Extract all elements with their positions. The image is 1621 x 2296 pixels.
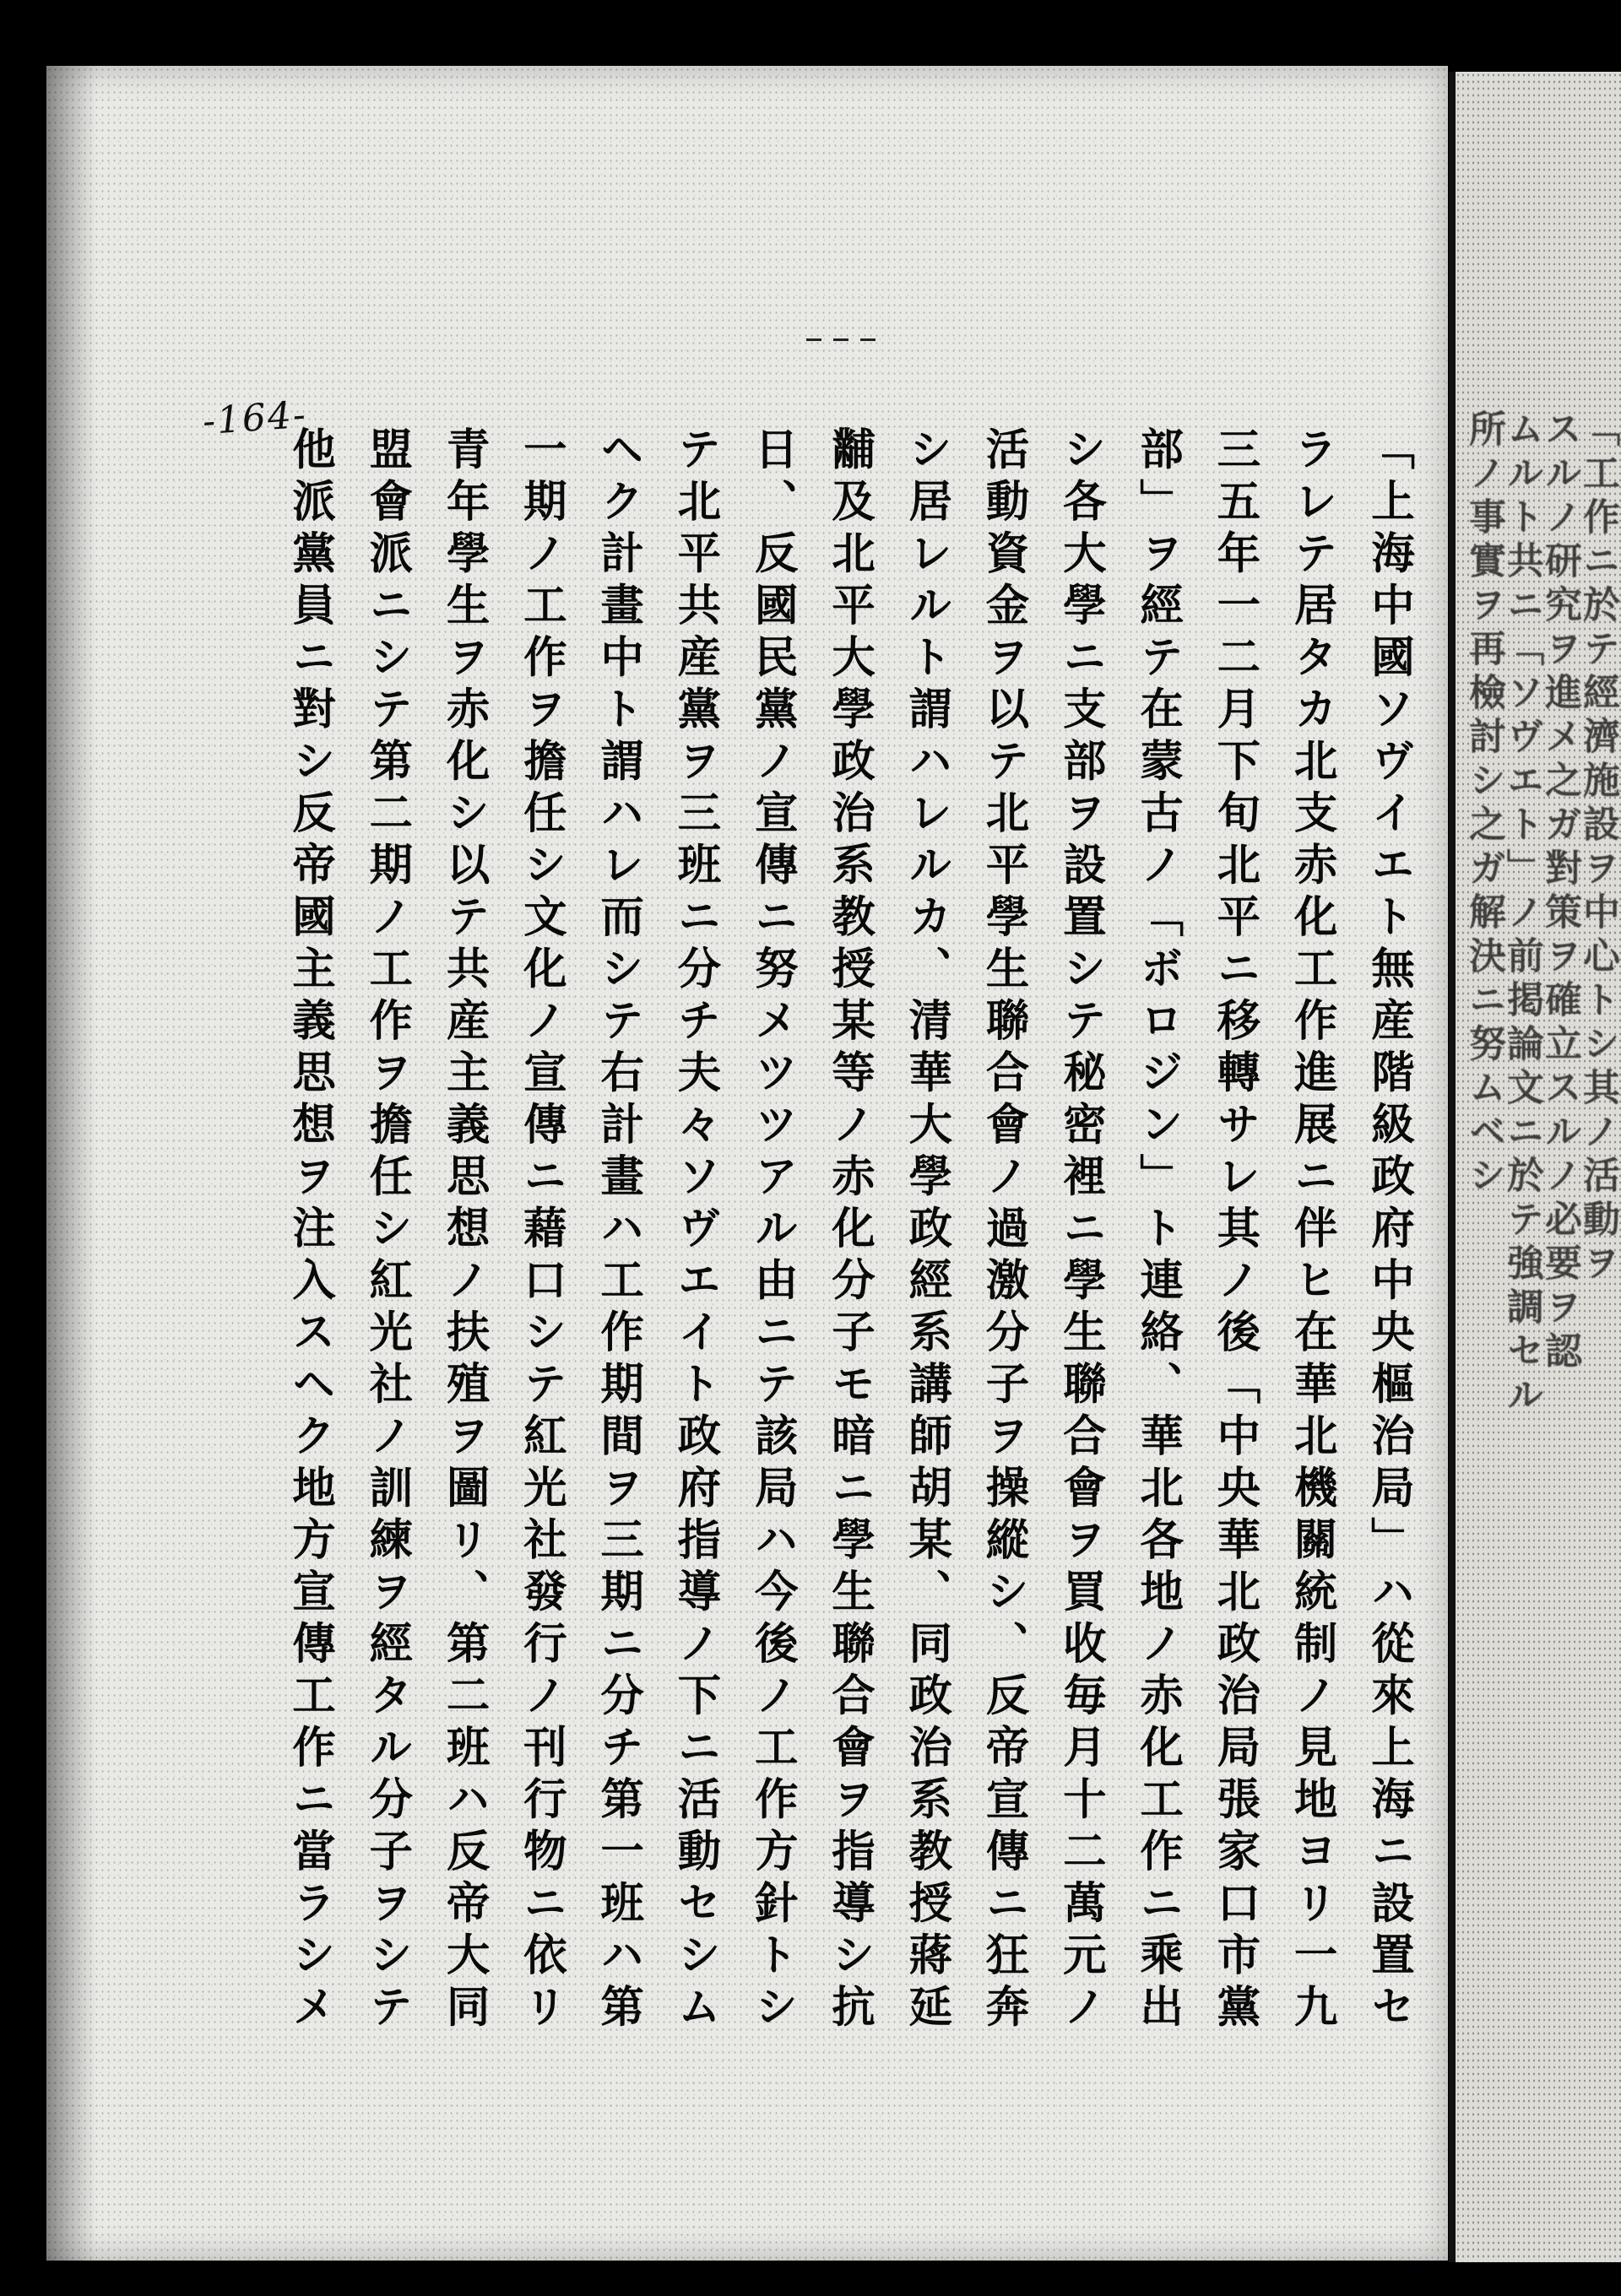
text-column: シ居レルト謂ハレルカ、清華大學政經系講師胡某、同政治系教授蔣延 (901, 426, 952, 2036)
text-column: 盟會派ニシテ第二期ノ工作ヲ擔任シ紅光社ノ訓練ヲ經タル分子ヲシテ (361, 426, 413, 2036)
text-column: 「上海中國ソヴイエト無産階級政府中央樞治局」ハ從來上海ニ設置セ (1363, 426, 1414, 2036)
text-column: ヘク計畫中ト謂ハレ而シテ右計畫ハ工作期間ヲ三期ニ分チ第一班ハ第 (593, 426, 644, 2036)
text-column: 青年學生ヲ赤化シ以テ共産主義思想ノ扶殖ヲ圖リ、第二班ハ反帝大同 (438, 426, 490, 2036)
page-number: -164- (201, 393, 309, 444)
page-shadow-edge (46, 66, 97, 2261)
text-column: スルノ研究ヲ進メ之ガ對策ヲ確立スルノ必要ヲ認 (1538, 409, 1581, 1375)
text-column: 活動資金ヲ以テ北平學生聯合會ノ過激分子ヲ操縱シ、反帝宣傳ニ狂奔 (978, 426, 1029, 2036)
text-column: 三五年一二月下旬北平ニ移轉サレ其ノ後「中央華北政治局張家口市黨 (1209, 426, 1260, 2036)
text-column: 一期ノ工作ヲ擔任シ文化ノ宣傳ニ藉口シテ紅光社發行ノ刊行物ニ依リ (515, 426, 567, 2036)
text-column: 所ノ事實ヲ再檢討シ之ガ解決ニ努ムベシ (1462, 409, 1505, 1199)
text-column: テ北平共産黨ヲ三班ニ分チ夫々ソヴエイト政府指導ノ下ニ活動セシム (670, 426, 721, 2036)
text-column: シ各大學ニ支部ヲ設置シテ秘密裡ニ學生聯合會ヲ買收毎月十二萬元ノ (1054, 426, 1106, 2036)
text-column: 日、反國民黨ノ宣傳ニ努メツツアル由ニテ該局ハ今後ノ工作方針トシ (746, 426, 798, 2036)
pencil-dash (833, 338, 848, 341)
text-column: ラレテ居タカ北支赤化工作進展ニ伴ヒ在華北機關統制ノ見地ヨリ一九 (1286, 426, 1337, 2036)
text-column: 他派黨員ニ對シ反帝國主義思想ヲ注入スヘク地方宣傳工作ニ當ラシメ (285, 426, 335, 2036)
pencil-dash (860, 338, 876, 341)
text-column: 「工作ニ於テ經濟施設ヲ中心トシ其ノ活動ヲ (1576, 409, 1619, 1287)
vertical-text-body (279, 426, 1414, 2072)
adjacent-page-text (1462, 409, 1619, 2013)
pencil-marks (806, 331, 899, 343)
text-column: ムルト共ニ「ソヴエト」ノ前掲論文ニ於テ強調セル (1500, 409, 1543, 1419)
page-gutter (1449, 72, 1456, 2262)
text-column: 部」ヲ經テ在蒙古ノ「ボロジン」ト連絡、華北各地ノ赤化工作ニ乘出 (1132, 426, 1184, 2036)
text-column: 黼及北平大學政治系教授某等ノ赤化分子モ暗ニ學生聯合會ヲ指導シ抗 (823, 426, 875, 2036)
adjacent-page (1456, 72, 1621, 2262)
pencil-dash (806, 338, 821, 341)
